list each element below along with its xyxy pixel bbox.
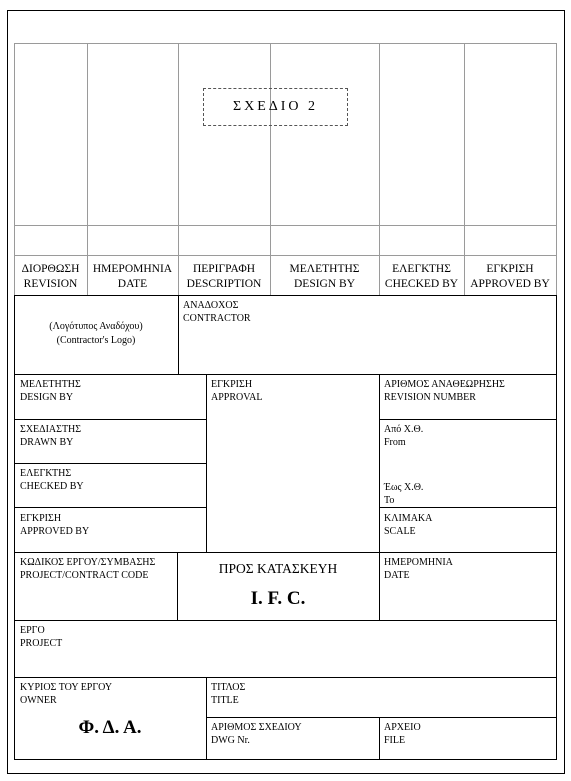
approved-by-column-header [464,262,556,292]
divider-line [379,419,557,420]
divider-line [379,507,557,508]
divider-line [14,463,206,464]
to-field [384,482,423,507]
file-label-gr: ΑΡΧΕΙΟ [384,722,421,733]
divider-line [379,374,380,552]
revision-column-header [14,262,87,292]
title-label-en: TITLE [211,694,239,706]
checked-by-header-gr: ΕΛΕΓΚΤΗΣ [392,263,451,275]
description-header-en: DESCRIPTION [186,278,262,290]
to-label-en: To [384,494,395,506]
project-code-label-en: PROJECT/CONTRACT CODE [20,569,149,581]
from-field [384,424,423,449]
revision-number-label-en: REVISION NUMBER [384,391,476,403]
drawn-by-field [20,424,81,449]
contractor-label-gr: ΑΝΑΔΟΧΟΣ [183,300,239,311]
design-by-header-gr: ΜΕΛΕΤΗΤΗΣ [289,263,360,275]
owner-label-en: OWNER [20,694,57,706]
checked-by-label-en: CHECKED BY [20,480,84,492]
revision-table-col-line [178,43,179,296]
date-label-gr: ΗΜΕΡΟΜΗΝΙΑ [384,557,453,568]
scale-label-gr: ΚΛΙΜΑΚΑ [384,513,433,524]
divider-line [379,552,380,620]
checked-by-label-gr: ΕΛΕΓΚΤΗΣ [20,468,72,479]
approved-by-field [20,513,89,538]
title-label-gr: ΤΙΤΛΟΣ [211,682,246,693]
design-by-label-gr: ΜΕΛΕΤΗΤΗΣ [20,379,81,390]
project-label-gr: ΕΡΓΟ [20,625,45,636]
from-label-gr: Από Χ.Θ. [384,424,424,435]
date-field [384,557,453,582]
drawing-label-text: ΣΧΕΔΙΟ 2 [232,99,319,114]
design-by-column-header [270,262,379,292]
dwg-number-field [211,722,302,747]
approved-by-label-gr: ΕΓΚΡΙΣΗ [20,513,62,524]
revision-table-row-line [14,225,557,226]
scale-label-en: SCALE [384,525,416,537]
owner-label-gr: ΚΥΡΙΟΣ ΤΟΥ ΕΡΓΟΥ [20,682,113,693]
status-label-gr: ΠΡΟΣ ΚΑΤΑΣΚΕΥΗ [218,561,338,576]
revision-table-col-line [87,43,88,296]
approval-label-en: APPROVAL [211,391,263,403]
revision-number-field [384,379,505,404]
contractor-logo [14,320,178,348]
revision-number-label-gr: ΑΡΙΘΜΟΣ ΑΝΑΘΕΩΡΗΣΗΣ [384,379,505,390]
divider-line [206,717,557,718]
owner-field [20,682,112,707]
approved-by-header-en: APPROVED BY [470,278,550,290]
revision-table-col-line [379,43,380,296]
revision-table-top-line [14,43,557,44]
divider-line [14,507,206,508]
project-label-en: PROJECT [20,637,63,649]
logo-line-en: (Contractor's Logo) [56,335,136,346]
date-column-header [87,262,178,292]
logo-line-gr: (Λογότυπος Αναδόχου) [49,321,143,332]
divider-line [14,620,557,621]
dwg-number-label-gr: ΑΡΙΘΜΟΣ ΣΧΕΔΙΟΥ [211,722,302,733]
drawn-by-label-gr: ΣΧΕΔΙΑΣΤΗΣ [20,424,82,435]
divider-line [14,374,557,375]
divider-line [379,717,380,760]
divider-line [14,419,206,420]
revision-header-gr: ΔΙΟΡΘΩΣΗ [21,263,80,275]
divider-line [14,552,557,553]
scale-field [384,513,432,538]
revision-table-col-line [464,43,465,296]
checked-by-field [20,468,84,493]
project-code-field [20,557,155,582]
owner-name-text: Φ. Δ. Α. [78,717,142,738]
description-column-header [178,262,270,292]
revision-table-col-line [270,43,271,296]
divider-line [206,374,207,552]
checked-by-column-header [379,262,464,292]
owner-name [14,716,206,740]
project-code-label-gr: ΚΩΔΙΚΟΣ ΕΡΓΟΥ/ΣΥΜΒΑΣΗΣ [20,557,156,568]
approved-by-label-en: APPROVED BY [20,525,90,537]
divider-line [206,677,207,760]
contractor-field [183,300,251,325]
date-header-en: DATE [117,278,148,290]
title-field [211,682,245,707]
from-label-en: From [384,436,406,448]
design-by-field [20,379,81,404]
status-label-en: I. F. C. [250,588,306,609]
drawing-label [203,88,348,126]
revision-table-col-line [556,43,557,296]
approval-label-gr: ΕΓΚΡΙΣΗ [211,379,253,390]
design-by-label-en: DESIGN BY [20,391,74,403]
design-by-header-en: DESIGN BY [293,278,355,290]
description-header-gr: ΠΕΡΙΓΡΑΦΗ [192,263,256,275]
contractor-label-en: CONTRACTOR [183,312,251,324]
divider-line [178,295,179,374]
approved-by-header-gr: ΕΓΚΡΙΣΗ [486,263,534,275]
dwg-number-label-en: DWG Nr. [211,734,250,746]
checked-by-header-en: CHECKED BY [384,278,459,290]
drawn-by-label-en: DRAWN BY [20,436,74,448]
status-stamp [177,560,379,610]
file-field [384,722,421,747]
approval-field [211,379,263,404]
revision-table-col-line [14,43,15,296]
divider-line [14,677,557,678]
date-label-en: DATE [384,569,410,581]
date-header-gr: ΗΜΕΡΟΜΗΝΙΑ [92,263,173,275]
file-label-en: FILE [384,734,406,746]
revision-header-en: REVISION [23,278,78,290]
revision-table-row-line [14,255,557,256]
to-label-gr: Έως Χ.Θ. [384,482,424,493]
project-field [20,625,62,650]
